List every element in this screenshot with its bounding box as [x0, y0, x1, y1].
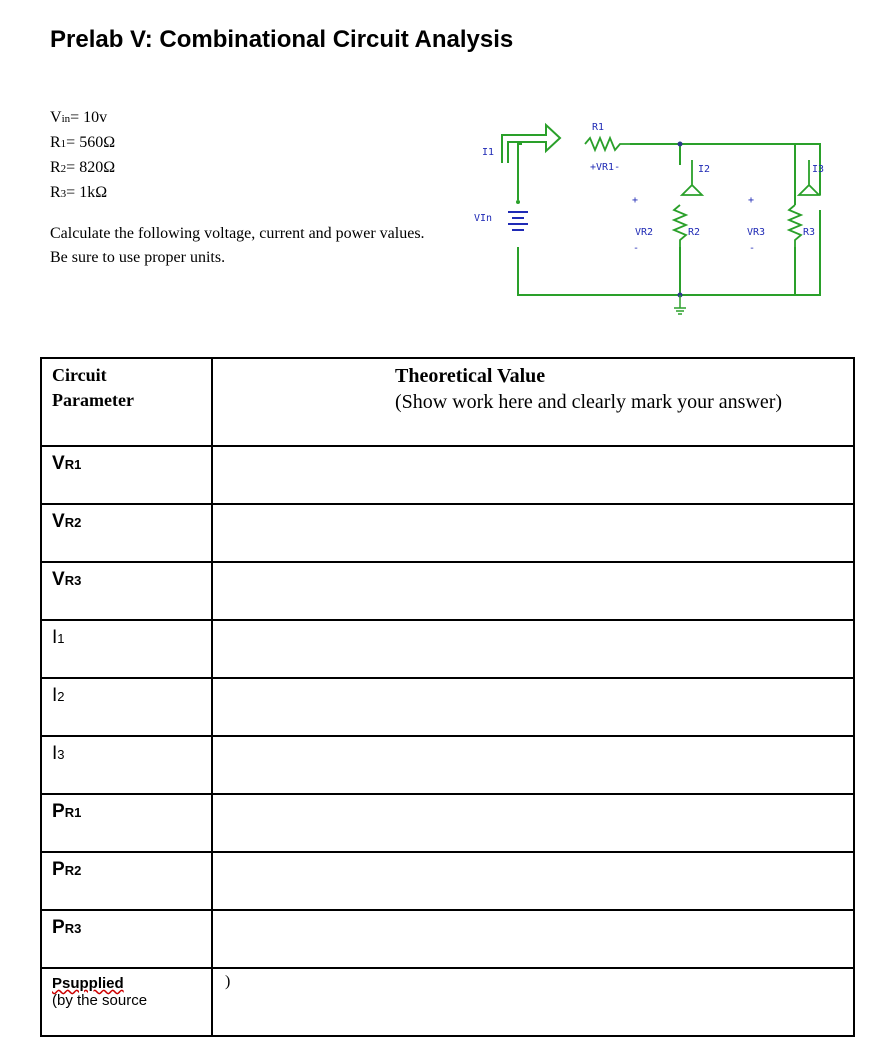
table-header-row — [41, 358, 854, 446]
answer-cell-pr2[interactable] — [212, 852, 854, 910]
table-row — [41, 968, 854, 1036]
table-row — [41, 736, 854, 794]
table-row — [41, 446, 854, 504]
label-minus-r3: - — [749, 243, 756, 254]
ground-icon — [674, 295, 686, 314]
param-label-vr3: VR3 — [41, 562, 212, 620]
table-row — [41, 794, 854, 852]
param-label-vr2: VR2 — [41, 504, 212, 562]
label-i2: I2 — [698, 164, 711, 175]
header-theoretical-value: Theoretical Value (Show work here and clearly mark your answer) — [212, 358, 854, 446]
label-vr2: VR2 — [635, 227, 654, 238]
resistor-r1-icon — [585, 138, 630, 150]
instructions: Calculate the following voltage, current and power values. Be sure to use proper units. — [50, 225, 425, 266]
header-circuit-parameter: Circuit Parameter — [41, 358, 212, 446]
param-label-pr1: PR1 — [41, 794, 212, 852]
answer-cell-vr3[interactable] — [212, 562, 854, 620]
answer-cell-i3[interactable] — [212, 736, 854, 794]
circuit-diagram — [460, 105, 840, 330]
answer-cell-psupplied[interactable]: ) — [212, 968, 854, 1036]
answer-cell-pr1[interactable] — [212, 794, 854, 852]
param-r1: R1= 560Ω — [50, 134, 116, 151]
param-r3: R3= 1kΩ — [50, 184, 108, 201]
label-i3: I3 — [812, 164, 825, 175]
table-row — [41, 852, 854, 910]
label-vr3: VR3 — [747, 227, 766, 238]
param-label-pr3: PR3 — [41, 910, 212, 968]
table-row — [41, 562, 854, 620]
voltage-source-icon — [508, 212, 528, 230]
answer-cell-i2[interactable] — [212, 678, 854, 736]
answer-cell-pr3[interactable] — [212, 910, 854, 968]
param-label-vr1: VR1 — [41, 446, 212, 504]
label-i1: I1 — [482, 147, 495, 158]
circuit-wires — [518, 144, 820, 295]
param-label-pr2: PR2 — [41, 852, 212, 910]
label-minus-r2: - — [633, 243, 640, 254]
label-r1: R1 — [592, 122, 605, 133]
label-plus-r3: + — [748, 195, 755, 206]
param-label-i3: I3 — [41, 736, 212, 794]
param-label-psupplied: Psupplied (by the source — [41, 968, 212, 1036]
label-plus-r2: + — [632, 195, 639, 206]
table-row — [41, 910, 854, 968]
table-row — [41, 678, 854, 736]
param-vin: Vin= 10v — [50, 109, 108, 126]
given-values — [50, 106, 115, 206]
param-r2: R2= 820Ω — [50, 159, 116, 176]
resistor-r3-icon — [789, 205, 801, 247]
param-label-i1: I1 — [41, 620, 212, 678]
label-vin: VIn — [474, 213, 493, 224]
table-row — [41, 504, 854, 562]
param-label-i2: I2 — [41, 678, 212, 736]
page-title: Prelab V: Combinational Circuit Analysis — [50, 26, 514, 53]
label-r2: R2 — [688, 227, 701, 238]
answer-cell-vr2[interactable] — [212, 504, 854, 562]
table-row — [41, 620, 854, 678]
answer-cell-vr1[interactable] — [212, 446, 854, 504]
label-vr1: +VR1- — [590, 162, 621, 173]
resistor-r2-icon — [674, 205, 686, 247]
calculation-table — [40, 357, 855, 1037]
current-arrow-i1 — [502, 125, 560, 163]
answer-cell-i1[interactable] — [212, 620, 854, 678]
label-r3: R3 — [803, 227, 816, 238]
